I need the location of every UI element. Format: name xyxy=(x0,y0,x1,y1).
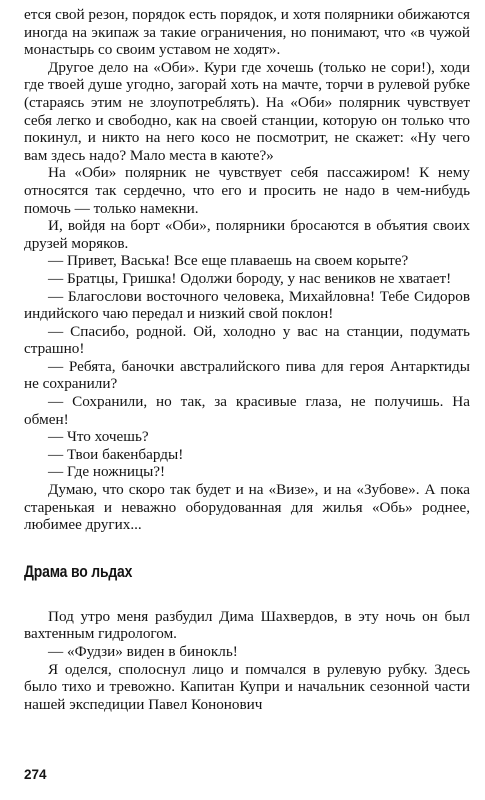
dialogue-line: — Благослови восточного человека, Михайловна! Тебе Сидоров индийского чаю передал и низкий свой поклон! xyxy=(24,287,470,323)
paragraph: Другое дело на «Оби». Кури где хочешь (только не сори!), ходи где твоей душе угодно, загорай хоть на мачте, торчи в рулевой рубке (стараясь этим не злоупотреблять). На «Оби» полярник чувствует себя легко и свободно, как на своей станции, которую он только что покинул, и никто на него косо не посмотрит, не скажет: «Ну чего вам здесь надо? Мало места в каюте?» xyxy=(24,58,470,164)
dialogue-line: — Спасибо, родной. Ой, холодно у вас на станции, подумать страшно! xyxy=(24,322,470,358)
dialogue-line: — Ребята, баночки австралийского пива для героя Антарктиды не сохранили? xyxy=(24,357,470,393)
paragraph: Думаю, что скоро так будет и на «Визе», и на «Зубове». А пока старенькая и неважно оборудованная для жилья «Обь» роднее, любимее других... xyxy=(24,481,470,534)
page-body xyxy=(24,6,470,713)
paragraph: Я оделся, сполоснул лицо и помчался в рулевую рубку. Здесь было тихо и тревожно. Капитан Купри и начальник сезонной части нашей экспедиции Павел Кононович xyxy=(24,660,470,713)
page-number: 274 xyxy=(24,767,47,782)
paragraph: На «Оби» полярник не чувствует себя пассажиром! К нему относятся так сердечно, что его и просить не надо в чем-нибудь помочь — только намекни. xyxy=(24,164,470,217)
dialogue-line: — Братцы, Гришка! Одолжи бороду, у нас веников не хватает! xyxy=(48,269,452,287)
paragraph: ется свой резон, порядок есть порядок, и хотя полярники обижаются иногда на экипаж за такие ограничения, но понимают, что «в чужой монастырь со своим уставом не ходят». xyxy=(24,6,470,59)
dialogue-line: — Привет, Васька! Все еще плаваешь на своем корыте? xyxy=(48,252,409,270)
dialogue-line: — Твои бакенбарды! xyxy=(48,445,184,463)
dialogue-line: — Где ножницы?! xyxy=(48,463,166,481)
dialogue-line: — Что хочешь? xyxy=(48,428,149,446)
dialogue-line: — «Фудзи» виден в бинокль! xyxy=(48,643,238,660)
paragraph: Под утро меня разбудил Дима Шахвердов, в эту ночь он был вахтенным гидрологом. xyxy=(24,607,470,643)
paragraph: И, войдя на борт «Оби», полярники бросаются в объятия своих друзей моряков. xyxy=(24,217,470,252)
section-heading: Драма во льдах xyxy=(24,561,133,581)
dialogue-line: — Сохранили, но так, за красивые глаза, не получишь. На обмен! xyxy=(24,393,470,428)
